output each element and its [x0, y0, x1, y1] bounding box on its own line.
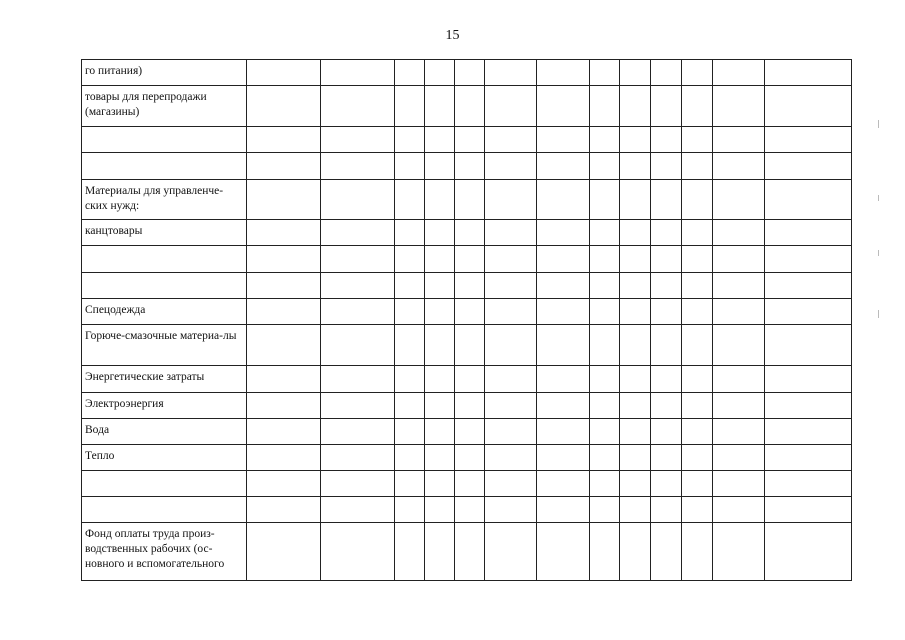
value-cell[interactable] [713, 393, 765, 419]
table-row [82, 273, 852, 299]
value-cell[interactable] [620, 471, 651, 497]
value-cell[interactable] [485, 523, 537, 581]
value-cell[interactable] [537, 366, 590, 393]
value-cell[interactable] [247, 366, 321, 393]
value-cell[interactable] [620, 180, 651, 220]
value-cell[interactable] [455, 273, 485, 299]
value-cell[interactable] [765, 471, 852, 497]
value-cell[interactable] [620, 246, 651, 273]
value-cell[interactable] [682, 419, 713, 445]
value-cell[interactable] [590, 299, 620, 325]
value-cell[interactable] [321, 471, 395, 497]
table-row [82, 220, 852, 246]
value-cell[interactable] [590, 86, 620, 127]
table-row [82, 325, 852, 366]
row-label: Тепло [82, 445, 247, 471]
value-cell[interactable] [395, 497, 425, 523]
value-cell[interactable] [682, 127, 713, 153]
value-cell[interactable] [485, 273, 537, 299]
value-cell[interactable] [651, 419, 682, 445]
value-cell[interactable] [713, 366, 765, 393]
value-cell[interactable] [651, 497, 682, 523]
table-row [82, 180, 852, 220]
value-cell[interactable] [651, 86, 682, 127]
value-cell[interactable] [455, 246, 485, 273]
value-cell[interactable] [651, 220, 682, 246]
value-cell[interactable] [765, 180, 852, 220]
row-label: Энергетические затраты [82, 366, 247, 393]
value-cell[interactable] [651, 445, 682, 471]
value-cell[interactable] [765, 325, 852, 366]
value-cell[interactable] [425, 86, 455, 127]
value-cell[interactable] [247, 471, 321, 497]
value-cell[interactable] [590, 127, 620, 153]
value-cell[interactable] [395, 220, 425, 246]
value-cell[interactable] [395, 60, 425, 86]
value-cell[interactable] [321, 325, 395, 366]
value-cell[interactable] [713, 220, 765, 246]
row-label: Вода [82, 419, 247, 445]
value-cell[interactable] [455, 445, 485, 471]
value-cell[interactable] [713, 153, 765, 180]
value-cell[interactable] [651, 60, 682, 86]
value-cell[interactable] [485, 299, 537, 325]
value-cell[interactable] [590, 523, 620, 581]
value-cell[interactable] [765, 86, 852, 127]
value-cell[interactable] [713, 471, 765, 497]
value-cell[interactable] [425, 419, 455, 445]
value-cell[interactable] [682, 220, 713, 246]
value-cell[interactable] [682, 299, 713, 325]
value-cell[interactable] [395, 246, 425, 273]
table-row [82, 299, 852, 325]
value-cell[interactable] [537, 86, 590, 127]
value-cell[interactable] [651, 127, 682, 153]
value-cell[interactable] [682, 366, 713, 393]
value-cell[interactable] [713, 445, 765, 471]
table-row [82, 366, 852, 393]
value-cell[interactable] [247, 299, 321, 325]
value-cell[interactable] [455, 86, 485, 127]
value-cell[interactable] [537, 273, 590, 299]
value-cell[interactable] [537, 127, 590, 153]
value-cell[interactable] [455, 127, 485, 153]
value-cell[interactable] [682, 60, 713, 86]
value-cell[interactable] [765, 523, 852, 581]
value-cell[interactable] [651, 153, 682, 180]
row-label: Горюче-смазочные материа-лы [82, 325, 247, 366]
value-cell[interactable] [765, 366, 852, 393]
table-row [82, 497, 852, 523]
value-cell[interactable] [425, 273, 455, 299]
value-cell[interactable] [321, 246, 395, 273]
value-cell[interactable] [485, 86, 537, 127]
value-cell[interactable] [485, 60, 537, 86]
value-cell[interactable] [247, 523, 321, 581]
value-cell[interactable] [537, 153, 590, 180]
value-cell[interactable] [247, 127, 321, 153]
value-cell[interactable] [590, 180, 620, 220]
value-cell[interactable] [395, 86, 425, 127]
table-row [82, 523, 852, 581]
cost-table [81, 59, 852, 581]
row-label: Электроэнергия [82, 393, 247, 419]
value-cell[interactable] [321, 180, 395, 220]
value-cell[interactable] [765, 445, 852, 471]
value-cell[interactable] [590, 366, 620, 393]
row-label: го питания) [82, 60, 247, 86]
page-number: 15 [445, 28, 460, 43]
value-cell[interactable] [590, 220, 620, 246]
value-cell[interactable] [425, 325, 455, 366]
value-cell[interactable] [247, 497, 321, 523]
value-cell[interactable] [321, 153, 395, 180]
value-cell[interactable] [620, 325, 651, 366]
value-cell[interactable] [247, 220, 321, 246]
value-cell[interactable] [713, 273, 765, 299]
value-cell[interactable] [682, 273, 713, 299]
row-label [82, 273, 247, 299]
value-cell[interactable] [682, 523, 713, 581]
value-cell[interactable] [395, 299, 425, 325]
value-cell[interactable] [590, 325, 620, 366]
value-cell[interactable] [713, 325, 765, 366]
table-row [82, 445, 852, 471]
value-cell[interactable] [713, 86, 765, 127]
value-cell[interactable] [485, 419, 537, 445]
value-cell[interactable] [395, 393, 425, 419]
value-cell[interactable] [425, 246, 455, 273]
value-cell[interactable] [321, 445, 395, 471]
row-label [82, 127, 247, 153]
row-label [82, 471, 247, 497]
value-cell[interactable] [485, 220, 537, 246]
value-cell[interactable] [651, 471, 682, 497]
value-cell[interactable] [485, 180, 537, 220]
value-cell[interactable] [395, 325, 425, 366]
value-cell[interactable] [395, 180, 425, 220]
value-cell[interactable] [425, 220, 455, 246]
value-cell[interactable] [485, 366, 537, 393]
value-cell[interactable] [651, 299, 682, 325]
value-cell[interactable] [765, 393, 852, 419]
value-cell[interactable] [590, 471, 620, 497]
value-cell[interactable] [765, 153, 852, 180]
value-cell[interactable] [765, 220, 852, 246]
value-cell[interactable] [713, 60, 765, 86]
value-cell[interactable] [682, 86, 713, 127]
value-cell[interactable] [321, 419, 395, 445]
value-cell[interactable] [485, 445, 537, 471]
value-cell[interactable] [537, 419, 590, 445]
value-cell[interactable] [590, 153, 620, 180]
value-cell[interactable] [321, 273, 395, 299]
value-cell[interactable] [321, 127, 395, 153]
value-cell[interactable] [620, 60, 651, 86]
table-row [82, 127, 852, 153]
value-cell[interactable] [537, 445, 590, 471]
value-cell[interactable] [620, 366, 651, 393]
value-cell[interactable] [537, 325, 590, 366]
table-row [82, 471, 852, 497]
value-cell[interactable] [620, 299, 651, 325]
table-row [82, 153, 852, 180]
row-label: товары для перепродажи (магазины) [82, 86, 247, 127]
value-cell[interactable] [682, 246, 713, 273]
value-cell[interactable] [425, 180, 455, 220]
value-cell[interactable] [321, 220, 395, 246]
value-cell[interactable] [620, 86, 651, 127]
value-cell[interactable] [247, 153, 321, 180]
value-cell[interactable] [247, 273, 321, 299]
value-cell[interactable] [455, 220, 485, 246]
value-cell[interactable] [455, 393, 485, 419]
value-cell[interactable] [713, 497, 765, 523]
value-cell[interactable] [682, 471, 713, 497]
value-cell[interactable] [395, 471, 425, 497]
table-row [82, 86, 852, 127]
value-cell[interactable] [321, 60, 395, 86]
value-cell[interactable] [590, 273, 620, 299]
value-cell[interactable] [537, 497, 590, 523]
value-cell[interactable] [590, 60, 620, 86]
value-cell[interactable] [321, 366, 395, 393]
table-body [82, 60, 852, 581]
value-cell[interactable] [425, 127, 455, 153]
value-cell[interactable] [485, 127, 537, 153]
value-cell[interactable] [682, 497, 713, 523]
value-cell[interactable] [321, 523, 395, 581]
row-label [82, 497, 247, 523]
value-cell[interactable] [765, 127, 852, 153]
value-cell[interactable] [651, 273, 682, 299]
value-cell[interactable] [765, 246, 852, 273]
value-cell[interactable] [620, 419, 651, 445]
value-cell[interactable] [395, 153, 425, 180]
value-cell[interactable] [455, 153, 485, 180]
value-cell[interactable] [321, 393, 395, 419]
value-cell[interactable] [620, 497, 651, 523]
value-cell[interactable] [651, 180, 682, 220]
value-cell[interactable] [651, 393, 682, 419]
value-cell[interactable] [682, 153, 713, 180]
value-cell[interactable] [765, 497, 852, 523]
value-cell[interactable] [651, 246, 682, 273]
value-cell[interactable] [395, 273, 425, 299]
value-cell[interactable] [247, 393, 321, 419]
value-cell[interactable] [590, 393, 620, 419]
value-cell[interactable] [425, 497, 455, 523]
value-cell[interactable] [537, 246, 590, 273]
value-cell[interactable] [651, 325, 682, 366]
value-cell[interactable] [247, 180, 321, 220]
value-cell[interactable] [590, 419, 620, 445]
value-cell[interactable] [537, 299, 590, 325]
value-cell[interactable] [321, 86, 395, 127]
value-cell[interactable] [651, 523, 682, 581]
value-cell[interactable] [713, 180, 765, 220]
value-cell[interactable] [425, 60, 455, 86]
value-cell[interactable] [395, 523, 425, 581]
value-cell[interactable] [765, 419, 852, 445]
value-cell[interactable] [455, 299, 485, 325]
row-label: Спецодежда [82, 299, 247, 325]
value-cell[interactable] [425, 393, 455, 419]
value-cell[interactable] [682, 445, 713, 471]
value-cell[interactable] [425, 299, 455, 325]
value-cell[interactable] [485, 471, 537, 497]
value-cell[interactable] [537, 180, 590, 220]
value-cell[interactable] [485, 246, 537, 273]
value-cell[interactable] [537, 523, 590, 581]
value-cell[interactable] [425, 445, 455, 471]
value-cell[interactable] [455, 60, 485, 86]
value-cell[interactable] [682, 180, 713, 220]
value-cell[interactable] [425, 471, 455, 497]
value-cell[interactable] [247, 246, 321, 273]
value-cell[interactable] [620, 127, 651, 153]
value-cell[interactable] [682, 325, 713, 366]
value-cell[interactable] [455, 366, 485, 393]
value-cell[interactable] [247, 60, 321, 86]
margin-marks [878, 100, 884, 420]
table-row [82, 246, 852, 273]
value-cell[interactable] [455, 325, 485, 366]
row-label: Фонд оплаты труда произ-водственных рабочих (ос-новного и вспомогательного [82, 523, 247, 581]
row-label [82, 246, 247, 273]
value-cell[interactable] [485, 497, 537, 523]
table-row [82, 419, 852, 445]
value-cell[interactable] [247, 86, 321, 127]
table-row [82, 393, 852, 419]
value-cell[interactable] [651, 366, 682, 393]
value-cell[interactable] [620, 273, 651, 299]
row-label [82, 153, 247, 180]
row-label: канцтовары [82, 220, 247, 246]
value-cell[interactable] [765, 273, 852, 299]
value-cell[interactable] [395, 127, 425, 153]
value-cell[interactable] [620, 220, 651, 246]
value-cell[interactable] [590, 246, 620, 273]
value-cell[interactable] [537, 220, 590, 246]
value-cell[interactable] [765, 60, 852, 86]
value-cell[interactable] [620, 445, 651, 471]
value-cell[interactable] [321, 497, 395, 523]
value-cell[interactable] [713, 246, 765, 273]
value-cell[interactable] [485, 393, 537, 419]
value-cell[interactable] [765, 299, 852, 325]
value-cell[interactable] [247, 419, 321, 445]
value-cell[interactable] [620, 153, 651, 180]
value-cell[interactable] [247, 445, 321, 471]
value-cell[interactable] [485, 153, 537, 180]
value-cell[interactable] [455, 419, 485, 445]
value-cell[interactable] [395, 366, 425, 393]
value-cell[interactable] [620, 523, 651, 581]
value-cell[interactable] [455, 523, 485, 581]
value-cell[interactable] [455, 471, 485, 497]
value-cell[interactable] [713, 419, 765, 445]
value-cell[interactable] [247, 325, 321, 366]
value-cell[interactable] [425, 366, 455, 393]
value-cell[interactable] [590, 445, 620, 471]
value-cell[interactable] [713, 523, 765, 581]
value-cell[interactable] [713, 299, 765, 325]
value-cell[interactable] [713, 127, 765, 153]
value-cell[interactable] [590, 497, 620, 523]
value-cell[interactable] [537, 471, 590, 497]
value-cell[interactable] [425, 153, 455, 180]
value-cell[interactable] [620, 393, 651, 419]
value-cell[interactable] [425, 523, 455, 581]
value-cell[interactable] [395, 445, 425, 471]
value-cell[interactable] [537, 393, 590, 419]
value-cell[interactable] [395, 419, 425, 445]
value-cell[interactable] [682, 393, 713, 419]
value-cell[interactable] [537, 60, 590, 86]
value-cell[interactable] [485, 325, 537, 366]
value-cell[interactable] [455, 180, 485, 220]
table-row [82, 60, 852, 86]
row-label: Материалы для управленче-ских нужд: [82, 180, 247, 220]
value-cell[interactable] [455, 497, 485, 523]
value-cell[interactable] [321, 299, 395, 325]
